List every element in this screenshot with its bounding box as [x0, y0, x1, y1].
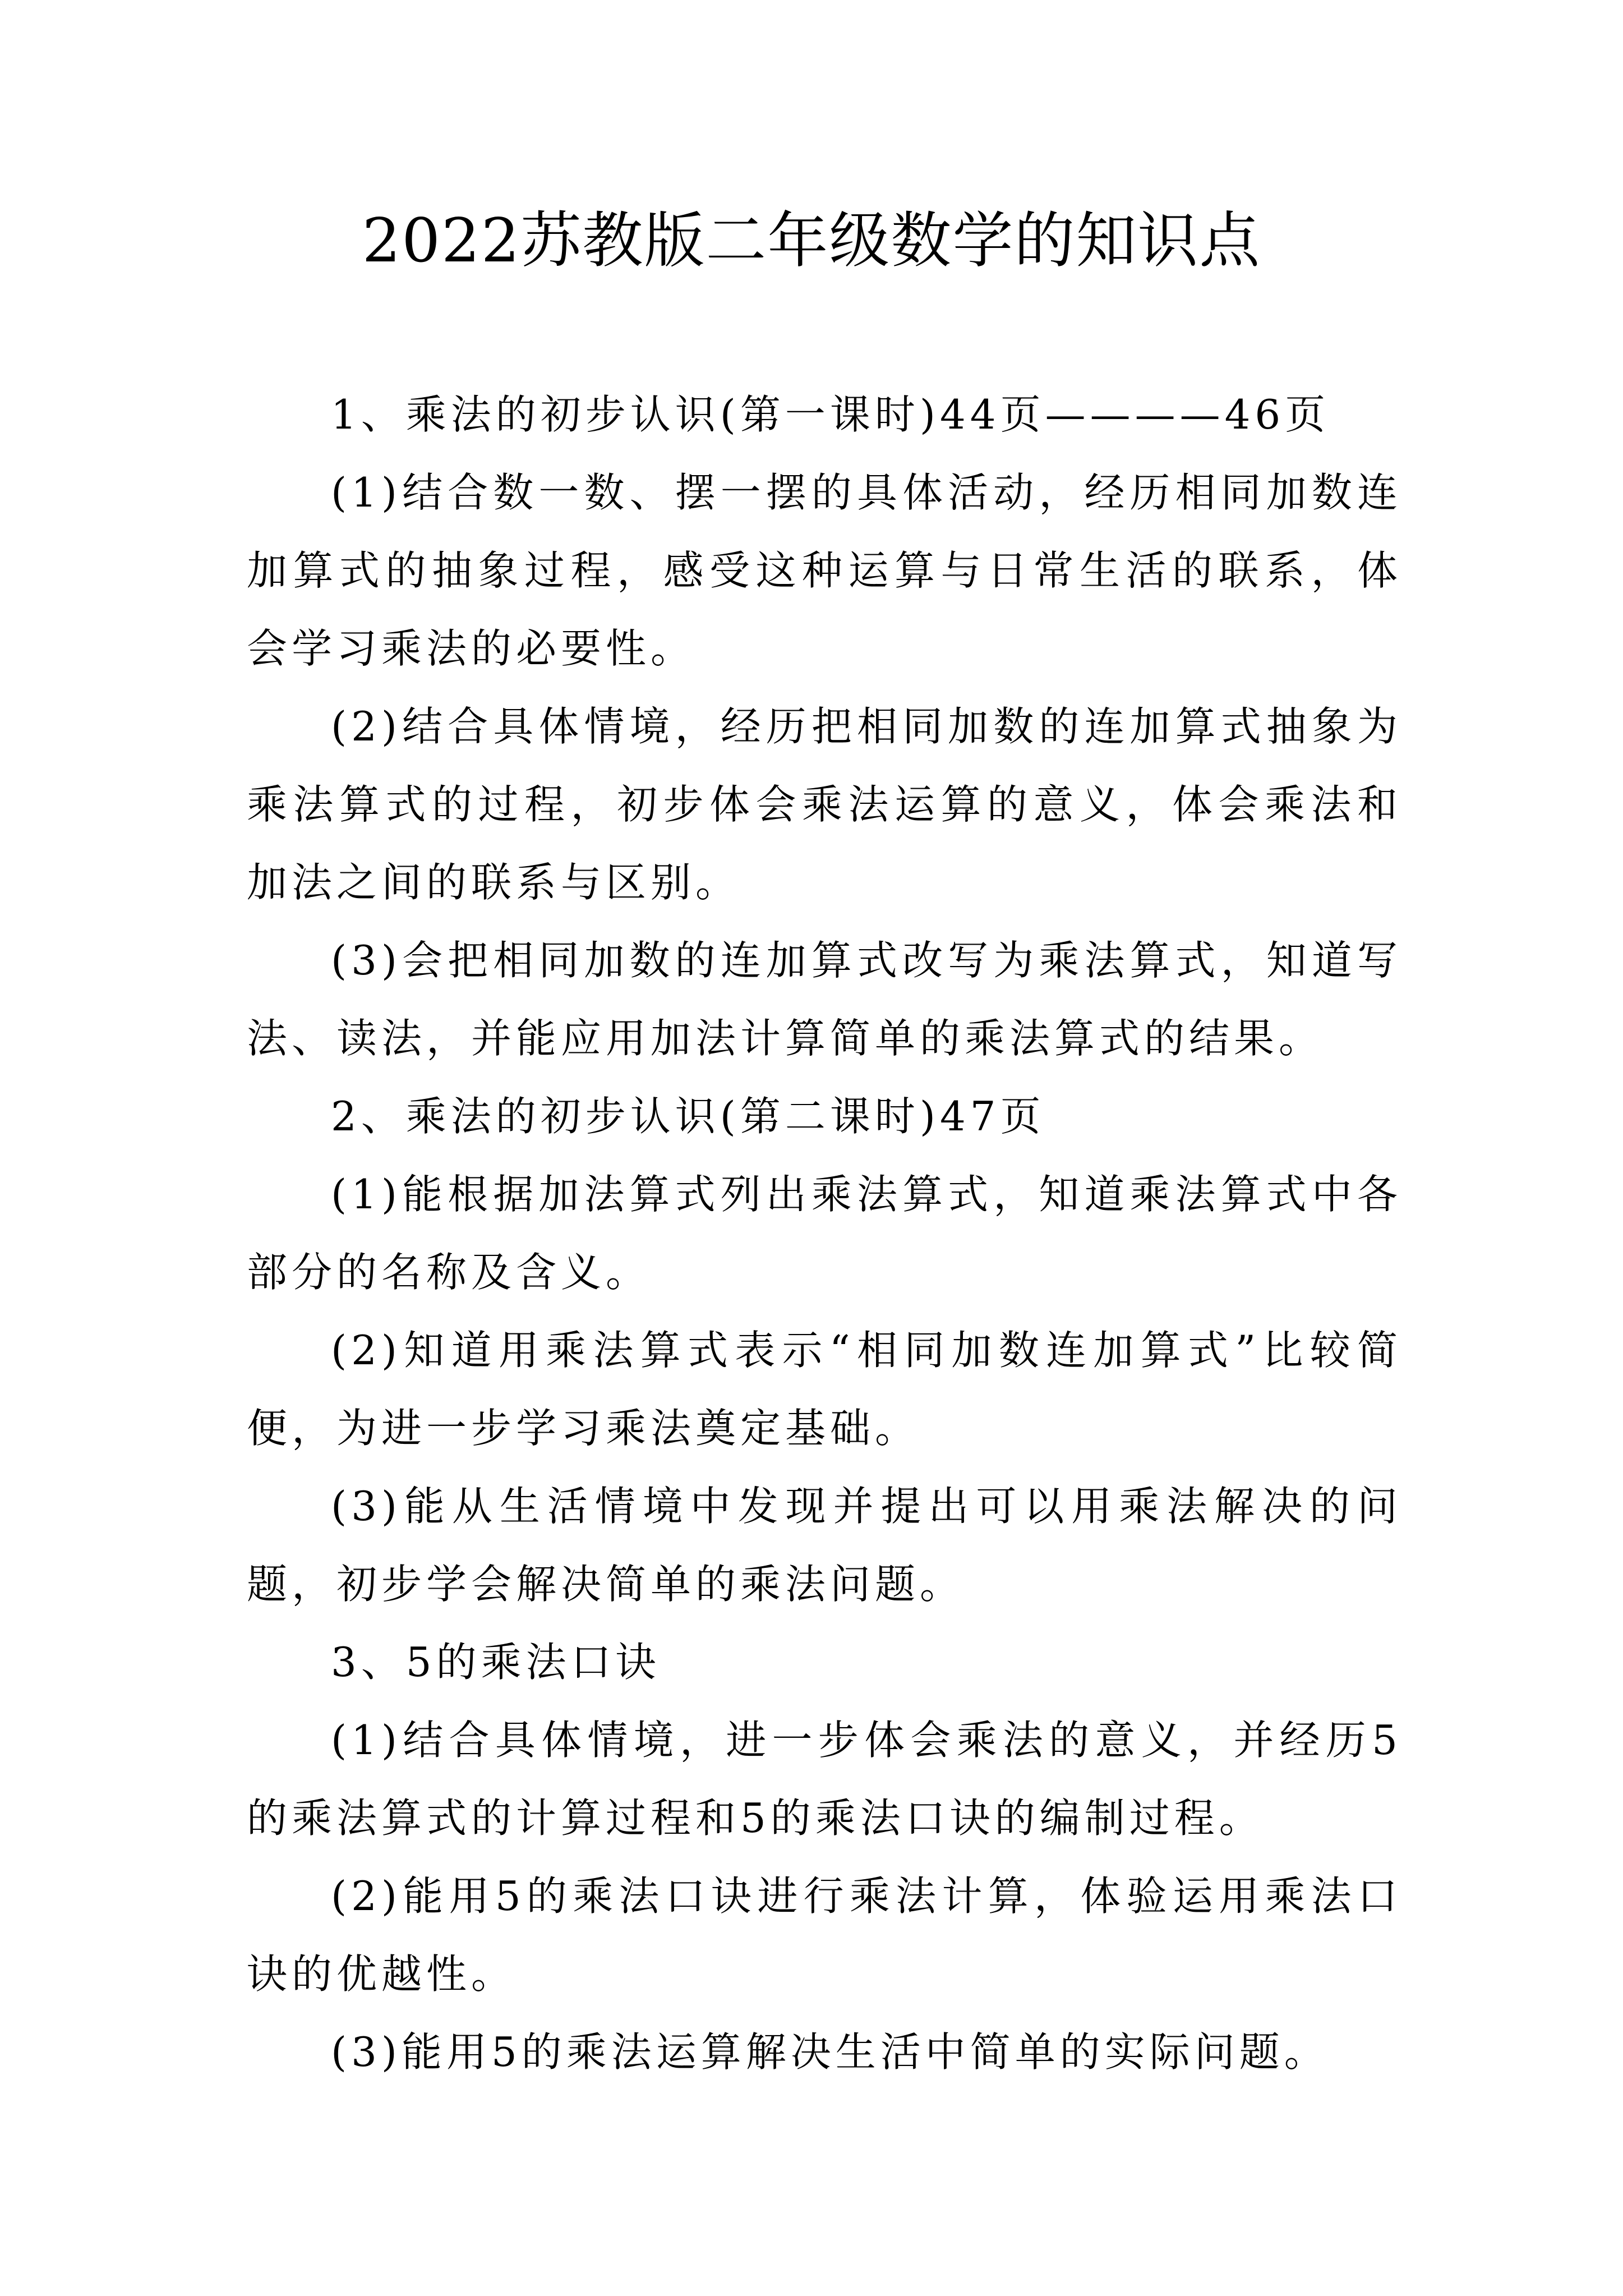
paragraph: (1)结合数一数、摆一摆的具体活动，经历相同加数连加算式的抽象过程，感受这种运算与日常生活的联系，体会学习乘法的必要性。: [247, 469, 1402, 672]
paragraph: (2)能用5的乘法口诀进行乘法计算，体验运用乘法口诀的优越性。: [247, 1872, 1402, 1998]
paragraph: (1)结合具体情境，进一步体会乘法的意义，并经历5的乘法算式的计算过程和5的乘法口诀的编制过程。: [247, 1717, 1402, 1842]
document-title: 2022苏教版二年级数学的知识点: [362, 206, 1261, 276]
heading-section-1: 1、乘法的初步认识(第一课时)44页————46页: [331, 391, 1330, 438]
paragraph: (3)能从生活情境中发现并提出可以用乘法解决的问题，初步学会解决简单的乘法问题。: [247, 1483, 1402, 1608]
paragraph: (3)能用5的乘法运算解决生活中简单的实际问题。: [331, 2028, 1329, 2076]
heading-section-3: 3、5的乘法口诀: [331, 1639, 661, 1686]
paragraph: (2)知道用乘法算式表示“相同加数连加算式”比较简便，为进一步学习乘法奠定基础。: [247, 1327, 1402, 1452]
paragraph: (2)结合具体情境，经历把相同加数的连加算式抽象为乘法算式的过程，初步体会乘法运算的意义，体会乘法和加法之间的联系与区别。: [247, 703, 1402, 906]
document-body: [247, 376, 1402, 2091]
paragraph: (1)能根据加法算式列出乘法算式，知道乘法算式中各部分的名称及含义。: [247, 1171, 1402, 1296]
heading-section-2: 2、乘法的初步认识(第二课时)47页: [331, 1093, 1045, 1140]
paragraph: (3)会把相同加数的连加算式改写为乘法算式，知道写法、读法，并能应用加法计算简单的乘法算式的结果。: [247, 937, 1402, 1062]
